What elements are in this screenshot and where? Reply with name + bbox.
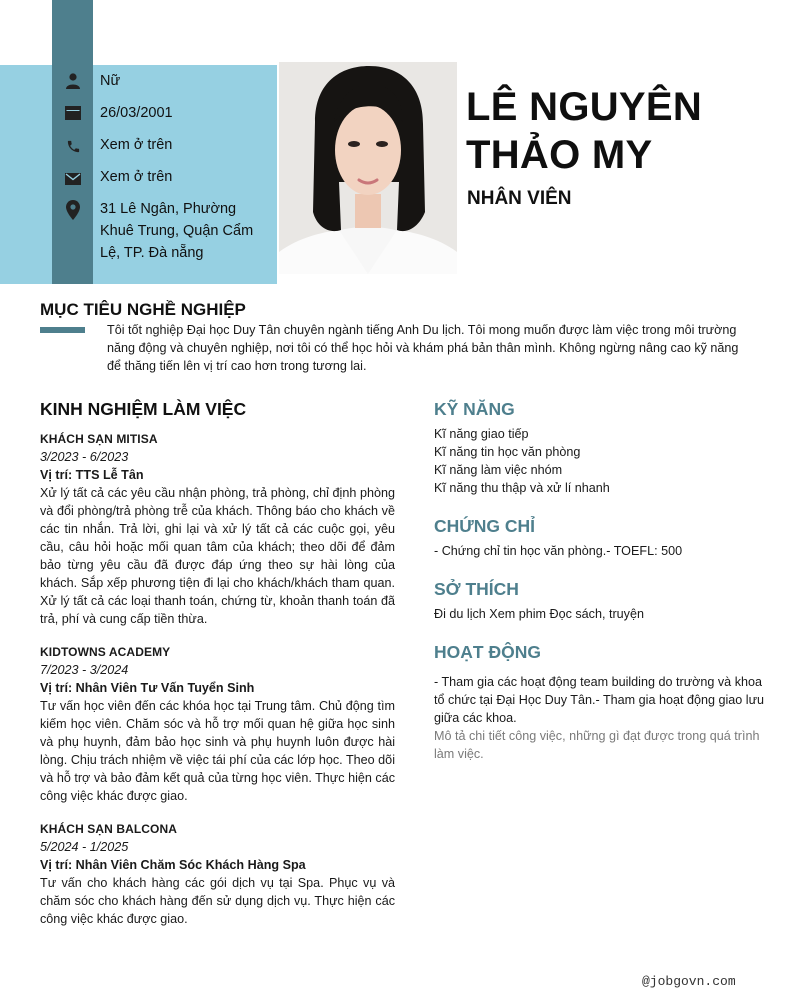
experience-heading: KINH NGHIỆM LÀM VIỆC bbox=[40, 399, 247, 419]
skill-item: Kĩ năng làm việc nhóm bbox=[434, 463, 563, 477]
objective-heading: MỤC TIÊU NGHỀ NGHIỆP bbox=[40, 300, 246, 319]
calendar-icon bbox=[64, 104, 82, 122]
skill-item: Kĩ năng thu thập và xử lí nhanh bbox=[434, 481, 610, 495]
job-period: 5/2024 - 1/2025 bbox=[40, 840, 129, 854]
gender-value: Nữ bbox=[100, 73, 121, 89]
name-line-1: LÊ NGUYÊN bbox=[466, 85, 703, 129]
location-pin-icon bbox=[64, 201, 82, 219]
mail-icon bbox=[64, 170, 82, 188]
activities-note: Mô tả chi tiết công việc, những gì đạt được trong quá trình làm việc. bbox=[434, 729, 760, 761]
job-company: KHÁCH SẠN BALCONA bbox=[40, 822, 178, 836]
profile-photo bbox=[279, 62, 457, 274]
certificates-heading: CHỨNG CHỈ bbox=[434, 516, 536, 536]
job-description: Tư vấn cho khách hàng các gói dịch vụ tại Spa. Phục vụ và chăm sóc cho khách hàng đến sử dụng dịch vụ. Thực hiện các công việc khác được giao. bbox=[40, 876, 395, 926]
job-company: KIDTOWNS ACADEMY bbox=[40, 645, 171, 659]
job-role: NHÂN VIÊN bbox=[467, 188, 572, 209]
hobbies-text: Đi du lịch Xem phim Đọc sách, truyện bbox=[434, 607, 644, 621]
phone-value: Xem ở trên bbox=[100, 137, 173, 153]
watermark: @jobgovn.com bbox=[642, 974, 736, 989]
objective-text: Tôi tốt nghiệp Đại học Duy Tân chuyên ngành tiếng Anh Du lịch. Tôi mong muốn được làm việc trong môi trường năng động và chuyên nghiệp, nơi tôi có thể học hỏi và khám phá bản thân mình. Không ngừng nâng cao kỹ năng để thăng tiến lên vị trí cao hơn trong tương lai. bbox=[107, 323, 739, 373]
skills-heading: KỸ NĂNG bbox=[434, 399, 515, 419]
hobbies-heading: SỞ THÍCH bbox=[434, 579, 519, 599]
job-period: 7/2023 - 3/2024 bbox=[40, 663, 129, 677]
job-position: Vị trí: Nhân Viên Chăm Sóc Khách Hàng Spa bbox=[40, 858, 306, 872]
job-position: Vị trí: TTS Lễ Tân bbox=[40, 468, 144, 482]
full-name bbox=[466, 83, 776, 179]
certificates-text: - Chứng chỉ tin học văn phòng.- TOEFL: 500 bbox=[434, 544, 683, 558]
address-value: 31 Lê Ngân, Phường Khuê Trung, Quận Cẩm Lệ, TP. Đà nẵng bbox=[100, 201, 254, 261]
job-company: KHÁCH SẠN MITISA bbox=[40, 432, 158, 446]
skill-item: Kĩ năng giao tiếp bbox=[434, 427, 529, 441]
person-icon bbox=[64, 72, 82, 90]
birthday-value: 26/03/2001 bbox=[100, 105, 173, 121]
activities-heading: HOẠT ĐỘNG bbox=[434, 642, 541, 662]
activities-text: - Tham gia các hoạt động team building do trường và khoa tổ chức tại Đại Học Duy Tân.- Tham gia hoạt động giao lưu giữa các khoa. bbox=[434, 675, 765, 725]
job-description: Xử lý tất cả các yêu cầu nhận phòng, trả phòng, chỉ định phòng và đổi phòng/trả phòng trễ của khách. Thông báo cho khách về các tin nhắn. Trả lời, ghi lại và xử lý tất cả các cuộc gọi, yêu cầu, câu hỏi hoặc mối quan tâm của khách; theo dõi để đảm bảo từng yêu cầu đã được đáp ứng theo sự hài lòng của khách. Sắp xếp phương tiện đi lại cho khách/khách tham quan. Xử lý tất cả các loại thanh toán, chứng từ, khoản thanh toán đã trả, phí và cung cấp tiền thừa. bbox=[40, 486, 395, 626]
phone-icon bbox=[64, 137, 82, 155]
job-description: Tư vấn học viên đến các khóa học tại Trung tâm. Chủ động tìm kiếm học viên. Chăm sóc và hỗ trợ mối quan hệ giữa học sinh và phụ huynh, đảm bảo học sinh và phụ huynh luôn được hài lòng. Chịu trách nhiệm về việc tái phí của các lớp học. Theo dõi và hỗ trợ và bảo đảm kết quả của từng học viên. Thực hiện các công việc khác được giao. bbox=[40, 699, 395, 803]
objective-underline bbox=[40, 327, 85, 333]
job-position: Vị trí: Nhân Viên Tư Vấn Tuyển Sinh bbox=[40, 681, 255, 695]
job-period: 3/2023 - 6/2023 bbox=[40, 450, 129, 464]
skill-item: Kĩ năng tin học văn phòng bbox=[434, 445, 581, 459]
name-line-2: THẢO MY bbox=[466, 133, 653, 177]
activities-block bbox=[434, 673, 764, 763]
job-entry bbox=[40, 643, 395, 805]
email-value: Xem ở trên bbox=[100, 169, 173, 185]
job-entry bbox=[40, 820, 395, 928]
skills-list bbox=[434, 425, 764, 497]
job-entry bbox=[40, 430, 395, 628]
